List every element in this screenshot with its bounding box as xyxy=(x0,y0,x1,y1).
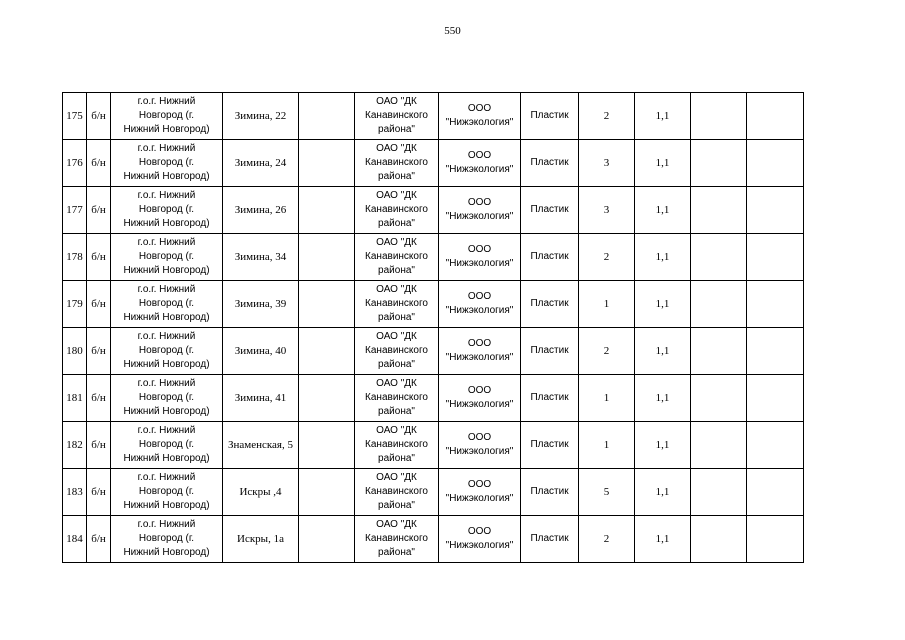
empty-cell-1 xyxy=(299,187,355,234)
location-cell xyxy=(111,187,223,234)
empty-cell-2 xyxy=(691,93,747,140)
operator-cell xyxy=(439,422,521,469)
page-number: 550 xyxy=(444,25,461,37)
material: Пластик xyxy=(530,392,569,403)
container-volume: 1,1 xyxy=(655,110,670,122)
empty-cell-2 xyxy=(691,422,747,469)
reg-number: б/н xyxy=(91,392,106,404)
registry-table xyxy=(62,92,804,563)
operator-line-1: ООО xyxy=(467,291,492,302)
operator-cell xyxy=(439,328,521,375)
row-number: 178 xyxy=(66,251,83,263)
owner-line-2: Канавинского xyxy=(365,392,428,403)
address: Зимина, 39 xyxy=(234,298,287,310)
operator-cell xyxy=(439,234,521,281)
location-cell xyxy=(111,469,223,516)
count-cell xyxy=(579,93,635,140)
empty-cell-3 xyxy=(747,187,804,234)
location-line-3: Нижний Новгород) xyxy=(123,359,210,370)
reg-number: б/н xyxy=(91,204,106,216)
location-line-3: Нижний Новгород) xyxy=(123,218,210,229)
reg-number-cell xyxy=(87,516,111,563)
address-cell xyxy=(223,187,299,234)
owner-line-1: ОАО "ДК xyxy=(376,190,417,201)
material: Пластик xyxy=(530,533,569,544)
row-number-cell xyxy=(63,93,87,140)
operator-line-2: "Нижэкология" xyxy=(445,211,514,222)
row-number: 175 xyxy=(66,110,83,122)
material-cell xyxy=(521,328,579,375)
owner-line-3: района" xyxy=(378,500,415,511)
row-number-cell xyxy=(63,140,87,187)
owner-line-2: Канавинского xyxy=(365,110,428,121)
location-line-1: г.о.г. Нижний xyxy=(137,190,196,201)
material: Пластик xyxy=(530,157,569,168)
owner-line-3: района" xyxy=(378,547,415,558)
container-count: 1 xyxy=(603,298,610,310)
empty-cell-1 xyxy=(299,281,355,328)
volume-cell xyxy=(635,234,691,281)
row-number: 182 xyxy=(66,439,83,451)
location-cell xyxy=(111,375,223,422)
address-cell xyxy=(223,516,299,563)
row-number-cell xyxy=(63,516,87,563)
location-line-3: Нижний Новгород) xyxy=(123,312,210,323)
location-line-2: Новгород (г. xyxy=(138,298,195,309)
row-number-cell xyxy=(63,469,87,516)
container-count: 3 xyxy=(603,204,610,216)
address-cell xyxy=(223,422,299,469)
empty-cell-1 xyxy=(299,516,355,563)
operator-line-2: "Нижэкология" xyxy=(445,117,514,128)
owner-line-1: ОАО "ДК xyxy=(376,331,417,342)
operator-cell xyxy=(439,375,521,422)
count-cell xyxy=(579,234,635,281)
operator-line-1: ООО xyxy=(467,103,492,114)
count-cell xyxy=(579,328,635,375)
empty-cell-2 xyxy=(691,469,747,516)
owner-line-3: района" xyxy=(378,312,415,323)
address: Знаменская, 5 xyxy=(227,439,293,451)
owner-cell xyxy=(355,375,439,422)
operator-line-1: ООО xyxy=(467,197,492,208)
table-row xyxy=(63,422,804,469)
location-cell xyxy=(111,516,223,563)
owner-line-2: Канавинского xyxy=(365,157,428,168)
address-cell xyxy=(223,140,299,187)
owner-line-3: района" xyxy=(378,124,415,135)
owner-line-2: Канавинского xyxy=(365,533,428,544)
volume-cell xyxy=(635,281,691,328)
location-line-1: г.о.г. Нижний xyxy=(137,378,196,389)
operator-line-2: "Нижэкология" xyxy=(445,399,514,410)
owner-line-1: ОАО "ДК xyxy=(376,284,417,295)
row-number-cell xyxy=(63,187,87,234)
count-cell xyxy=(579,469,635,516)
empty-cell-3 xyxy=(747,469,804,516)
location-cell xyxy=(111,93,223,140)
operator-line-1: ООО xyxy=(467,432,492,443)
volume-cell xyxy=(635,187,691,234)
container-count: 2 xyxy=(603,533,610,545)
row-number-cell xyxy=(63,422,87,469)
location-line-2: Новгород (г. xyxy=(138,533,195,544)
reg-number-cell xyxy=(87,187,111,234)
reg-number: б/н xyxy=(91,157,106,169)
operator-line-1: ООО xyxy=(467,150,492,161)
operator-cell xyxy=(439,140,521,187)
row-number-cell xyxy=(63,375,87,422)
location-line-1: г.о.г. Нижний xyxy=(137,472,196,483)
container-volume: 1,1 xyxy=(655,486,670,498)
owner-cell xyxy=(355,234,439,281)
count-cell xyxy=(579,516,635,563)
material: Пластик xyxy=(530,486,569,497)
operator-line-2: "Нижэкология" xyxy=(445,164,514,175)
location-line-3: Нижний Новгород) xyxy=(123,124,210,135)
material-cell xyxy=(521,93,579,140)
material-cell xyxy=(521,140,579,187)
owner-line-1: ОАО "ДК xyxy=(376,143,417,154)
reg-number: б/н xyxy=(91,439,106,451)
table-row xyxy=(63,469,804,516)
volume-cell xyxy=(635,469,691,516)
location-line-2: Новгород (г. xyxy=(138,439,195,450)
operator-line-2: "Нижэкология" xyxy=(445,493,514,504)
reg-number-cell xyxy=(87,281,111,328)
count-cell xyxy=(579,375,635,422)
material-cell xyxy=(521,422,579,469)
address: Искры, 1а xyxy=(237,533,284,545)
owner-cell xyxy=(355,187,439,234)
location-cell xyxy=(111,281,223,328)
empty-cell-3 xyxy=(747,375,804,422)
address-cell xyxy=(223,93,299,140)
location-line-3: Нижний Новгород) xyxy=(123,547,210,558)
empty-cell-2 xyxy=(691,281,747,328)
reg-number-cell xyxy=(87,422,111,469)
material-cell xyxy=(521,516,579,563)
operator-line-2: "Нижэкология" xyxy=(445,258,514,269)
owner-cell xyxy=(355,281,439,328)
owner-cell xyxy=(355,422,439,469)
owner-line-1: ОАО "ДК xyxy=(376,472,417,483)
owner-line-3: района" xyxy=(378,406,415,417)
reg-number: б/н xyxy=(91,110,106,122)
owner-cell xyxy=(355,469,439,516)
location-line-3: Нижний Новгород) xyxy=(123,500,210,511)
count-cell xyxy=(579,187,635,234)
container-count: 1 xyxy=(603,439,610,451)
row-number: 184 xyxy=(66,533,83,545)
material-cell xyxy=(521,234,579,281)
reg-number: б/н xyxy=(91,533,106,545)
owner-line-2: Канавинского xyxy=(365,251,428,262)
container-count: 2 xyxy=(603,345,610,357)
container-volume: 1,1 xyxy=(655,439,670,451)
row-number: 180 xyxy=(66,345,83,357)
row-number: 181 xyxy=(66,392,83,404)
owner-line-2: Канавинского xyxy=(365,204,428,215)
location-line-1: г.о.г. Нижний xyxy=(137,425,196,436)
location-line-1: г.о.г. Нижний xyxy=(137,96,196,107)
reg-number-cell xyxy=(87,375,111,422)
empty-cell-1 xyxy=(299,234,355,281)
count-cell xyxy=(579,281,635,328)
reg-number-cell xyxy=(87,140,111,187)
material-cell xyxy=(521,281,579,328)
row-number-cell xyxy=(63,328,87,375)
owner-line-1: ОАО "ДК xyxy=(376,237,417,248)
table-row xyxy=(63,281,804,328)
container-volume: 1,1 xyxy=(655,251,670,263)
count-cell xyxy=(579,422,635,469)
container-volume: 1,1 xyxy=(655,533,670,545)
table-row xyxy=(63,375,804,422)
material: Пластик xyxy=(530,204,569,215)
empty-cell-2 xyxy=(691,140,747,187)
owner-line-3: района" xyxy=(378,171,415,182)
container-count: 5 xyxy=(603,486,610,498)
empty-cell-3 xyxy=(747,516,804,563)
container-volume: 1,1 xyxy=(655,157,670,169)
empty-cell-2 xyxy=(691,328,747,375)
volume-cell xyxy=(635,93,691,140)
owner-line-1: ОАО "ДК xyxy=(376,519,417,530)
material: Пластик xyxy=(530,110,569,121)
reg-number: б/н xyxy=(91,345,106,357)
owner-cell xyxy=(355,140,439,187)
operator-line-2: "Нижэкология" xyxy=(445,352,514,363)
owner-line-3: района" xyxy=(378,453,415,464)
location-line-2: Новгород (г. xyxy=(138,345,195,356)
location-cell xyxy=(111,140,223,187)
location-cell xyxy=(111,234,223,281)
location-line-1: г.о.г. Нижний xyxy=(137,284,196,295)
empty-cell-1 xyxy=(299,469,355,516)
location-line-2: Новгород (г. xyxy=(138,486,195,497)
address: Зимина, 24 xyxy=(234,157,287,169)
reg-number: б/н xyxy=(91,251,106,263)
location-line-1: г.о.г. Нижний xyxy=(137,143,196,154)
material: Пластик xyxy=(530,345,569,356)
table-row xyxy=(63,328,804,375)
address-cell xyxy=(223,469,299,516)
address: Зимина, 41 xyxy=(234,392,287,404)
container-volume: 1,1 xyxy=(655,345,670,357)
empty-cell-1 xyxy=(299,328,355,375)
row-number: 179 xyxy=(66,298,83,310)
owner-line-3: района" xyxy=(378,359,415,370)
reg-number-cell xyxy=(87,234,111,281)
operator-line-2: "Нижэкология" xyxy=(445,446,514,457)
operator-line-1: ООО xyxy=(467,338,492,349)
empty-cell-1 xyxy=(299,422,355,469)
container-volume: 1,1 xyxy=(655,298,670,310)
volume-cell xyxy=(635,422,691,469)
empty-cell-2 xyxy=(691,375,747,422)
location-line-1: г.о.г. Нижний xyxy=(137,519,196,530)
table-row xyxy=(63,187,804,234)
row-number: 177 xyxy=(66,204,83,216)
operator-cell xyxy=(439,281,521,328)
owner-line-1: ОАО "ДК xyxy=(376,425,417,436)
location-cell xyxy=(111,328,223,375)
empty-cell-3 xyxy=(747,234,804,281)
row-number-cell xyxy=(63,281,87,328)
location-line-2: Новгород (г. xyxy=(138,157,195,168)
empty-cell-3 xyxy=(747,422,804,469)
location-line-2: Новгород (г. xyxy=(138,204,195,215)
material-cell xyxy=(521,375,579,422)
location-line-3: Нижний Новгород) xyxy=(123,171,210,182)
volume-cell xyxy=(635,375,691,422)
address-cell xyxy=(223,281,299,328)
empty-cell-3 xyxy=(747,328,804,375)
container-count: 2 xyxy=(603,251,610,263)
owner-cell xyxy=(355,93,439,140)
location-cell xyxy=(111,422,223,469)
location-line-2: Новгород (г. xyxy=(138,392,195,403)
address: Зимина, 26 xyxy=(234,204,287,216)
owner-line-3: района" xyxy=(378,218,415,229)
material: Пластик xyxy=(530,439,569,450)
location-line-1: г.о.г. Нижний xyxy=(137,237,196,248)
operator-line-1: ООО xyxy=(467,479,492,490)
material-cell xyxy=(521,469,579,516)
row-number: 183 xyxy=(66,486,83,498)
material-cell xyxy=(521,187,579,234)
location-line-3: Нижний Новгород) xyxy=(123,406,210,417)
container-volume: 1,1 xyxy=(655,392,670,404)
table-row xyxy=(63,234,804,281)
address-cell xyxy=(223,375,299,422)
operator-cell xyxy=(439,516,521,563)
material: Пластик xyxy=(530,251,569,262)
address: Искры ,4 xyxy=(239,486,282,498)
container-count: 1 xyxy=(603,392,610,404)
owner-line-3: района" xyxy=(378,265,415,276)
reg-number: б/н xyxy=(91,486,106,498)
row-number-cell xyxy=(63,234,87,281)
empty-cell-3 xyxy=(747,140,804,187)
owner-line-2: Канавинского xyxy=(365,298,428,309)
location-line-1: г.о.г. Нижний xyxy=(137,331,196,342)
empty-cell-2 xyxy=(691,187,747,234)
container-count: 2 xyxy=(603,110,610,122)
container-count: 3 xyxy=(603,157,610,169)
table-row xyxy=(63,93,804,140)
location-line-3: Нижний Новгород) xyxy=(123,265,210,276)
location-line-2: Новгород (г. xyxy=(138,251,195,262)
operator-cell xyxy=(439,187,521,234)
owner-cell xyxy=(355,516,439,563)
location-line-3: Нижний Новгород) xyxy=(123,453,210,464)
owner-line-2: Канавинского xyxy=(365,345,428,356)
address: Зимина, 34 xyxy=(234,251,287,263)
empty-cell-2 xyxy=(691,234,747,281)
empty-cell-3 xyxy=(747,93,804,140)
address-cell xyxy=(223,328,299,375)
owner-line-2: Канавинского xyxy=(365,439,428,450)
reg-number: б/н xyxy=(91,298,106,310)
owner-cell xyxy=(355,328,439,375)
empty-cell-1 xyxy=(299,140,355,187)
empty-cell-2 xyxy=(691,516,747,563)
reg-number-cell xyxy=(87,93,111,140)
volume-cell xyxy=(635,328,691,375)
operator-cell xyxy=(439,93,521,140)
operator-line-2: "Нижэкология" xyxy=(445,540,514,551)
address: Зимина, 22 xyxy=(234,110,287,122)
table-row xyxy=(63,516,804,563)
address: Зимина, 40 xyxy=(234,345,287,357)
volume-cell xyxy=(635,516,691,563)
operator-line-1: ООО xyxy=(467,385,492,396)
owner-line-1: ОАО "ДК xyxy=(376,378,417,389)
owner-line-1: ОАО "ДК xyxy=(376,96,417,107)
location-line-2: Новгород (г. xyxy=(138,110,195,121)
address-cell xyxy=(223,234,299,281)
reg-number-cell xyxy=(87,469,111,516)
operator-line-1: ООО xyxy=(467,526,492,537)
empty-cell-1 xyxy=(299,93,355,140)
row-number: 176 xyxy=(66,157,83,169)
owner-line-2: Канавинского xyxy=(365,486,428,497)
operator-cell xyxy=(439,469,521,516)
empty-cell-1 xyxy=(299,375,355,422)
operator-line-1: ООО xyxy=(467,244,492,255)
volume-cell xyxy=(635,140,691,187)
material: Пластик xyxy=(530,298,569,309)
count-cell xyxy=(579,140,635,187)
table-row xyxy=(63,140,804,187)
container-volume: 1,1 xyxy=(655,204,670,216)
reg-number-cell xyxy=(87,328,111,375)
operator-line-2: "Нижэкология" xyxy=(445,305,514,316)
empty-cell-3 xyxy=(747,281,804,328)
